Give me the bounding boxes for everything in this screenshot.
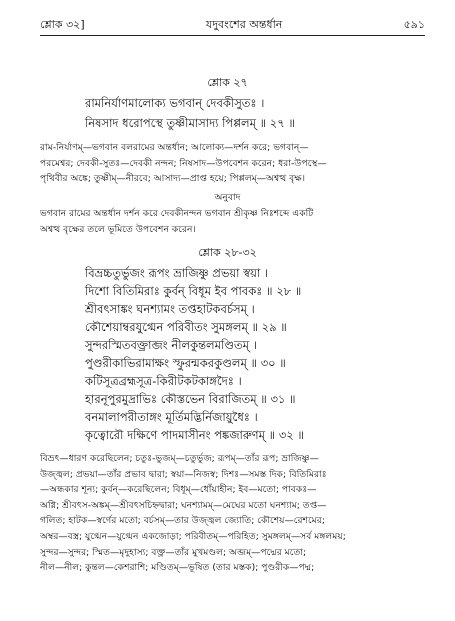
word-meaning-line: পরমেশ্বর; দেবকী-সুতঃ—দেবকী নন্দন; নিষসাদ—উপবেশন করেন; ধরা-উপস্থে— <box>40 157 327 169</box>
word-meaning-line: রাম-নির্যাণম্—ভগবান বলরামের অন্তর্ধান; আলোক্য—দর্শন করে; ভগবান্— <box>40 142 309 153</box>
verse-line: সুন্দরস্মিতবক্ত্রাব্জং নীলকুন্তলমণ্ডিতম্ । <box>85 338 257 352</box>
word-meaning-line: নীল—নীল; কুন্তল—কেশরাশি; মণ্ডিতম্—ভূষিত (তার মস্তক); পুণ্ডরীক—পদ্ম; <box>40 562 315 574</box>
translation-27 <box>40 206 427 237</box>
shloka-title-27: শ্লোক ২৭ <box>207 76 248 89</box>
word-meaning-line: —অন্ধকার শূন্য; কুর্বন্—করেছিলেন; বিধূম্—ধোঁয়াহীন; ইব—মতো; পাবকঃ— <box>40 484 317 496</box>
shloka-title-28-32: শ্লোক ২৮-৩২ <box>198 246 257 259</box>
verse-line: হারনূপুরমুদ্রাভিঃ কৌস্তভেন বিরাজিতম্ ॥ ৩১ ॥ <box>85 392 296 406</box>
verse-line: দিশো বিতিমিরাঃ কুর্বন্ বিধূম ইব পাবকঃ ॥ ২৮ ॥ <box>85 284 302 298</box>
translation-line: ভগবান রামের অন্তর্ধান দর্শন করে দেবকীনন্দন ভগবান শ্রীকৃষ্ণ নিঃশব্দে একটি <box>40 208 314 219</box>
verse-line: কটিসূত্রব্রহ্মসূত্র-কিরীটকটকাঙ্গদৈঃ । <box>85 374 242 388</box>
word-meanings-28-32 <box>40 451 427 576</box>
word-meaning-line: অগ্নি; শ্রীবৎস-অঙ্কম্—শ্রীবৎসচিহ্নদ্বারা; ঘনশ্যামম্—মেঘের মতো ঘনশ্যাম; তপ্ত— <box>40 499 327 511</box>
translation-line: অশ্বত্থ বৃক্ষের তলে ভূমিতে উপবেশন করেন। <box>40 223 196 235</box>
word-meaning-line: গলিত; হাটক—স্বর্ণের মতো; বর্চসম্—তার উজ্জ্বল জ্যোতি; কৌশেয়—রেশমের; <box>40 515 325 527</box>
verse-line: বনমালাপরীতাঙ্গং মূর্তিমদ্ভির্নিজায়ুধৈঃ । <box>85 410 258 424</box>
header-rule <box>40 35 425 36</box>
verse-line: রামনির্যাণমালোক্য ভগবান্ দেবকীসুতঃ । <box>85 96 265 110</box>
verse-line: কৌশেয়াম্বরযুগ্মেন পরিবীতং সুমঙ্গলম্ ॥ ২৯ ॥ <box>85 320 287 334</box>
header-page-number: ৫৯১ <box>403 17 425 31</box>
header-chapter-title: যদুবংশের অন্তর্ধান <box>205 17 283 31</box>
verse-line: শ্রীবৎসাঙ্কং ঘনশ্যামং তপ্তহাটকবর্চসম্ । <box>85 302 255 316</box>
word-meaning-line: অম্বর—বস্ত্র; যুগ্মেন—যুগ্মেন একজোড়া; পরিবীতম্—পরিহিত; সুমঙ্গলম্—সর্ব মঙ্গলময়; <box>40 530 346 542</box>
anuvad-label: অনুবাদ <box>214 192 241 203</box>
word-meanings-27 <box>40 140 427 187</box>
verse-line: বিভ্রচ্চতুর্ভুজং রূপং ভ্রাজিষ্ণু প্রভয়া স্বয়া । <box>85 266 269 280</box>
word-meaning-line: সুন্দর—সুন্দর; স্মিত—মৃদুহাস্য; বক্ত্র—তাঁর মুখমণ্ডল; অব্জম্—পদ্মের মতো; <box>40 546 307 558</box>
verse-line: কৃত্বোরৌ দক্ষিণে পাদমাসীনং পঙ্কজারুণম্ ॥ ৩২ ॥ <box>85 428 304 442</box>
word-meaning-line: বিভ্রৎ—ধারণ করেছিলেন; চতুঃ-ভুজম্—চতুর্ভুজ; রূপম্—তাঁর রূপ; ভ্রাজিষ্ণু— <box>40 453 319 464</box>
page-header <box>40 16 425 34</box>
word-meaning-line: উজ্জ্বল; প্রভয়া—তাঁর প্রভাব দ্বারা; স্বয়া—নিজস্ব; দিশঃ—সমস্ত দিক; বিতিমিরাঃ <box>40 468 327 480</box>
header-verse-range: শ্লোক ৩২] <box>40 17 85 31</box>
word-meaning-line: পৃথিবীর অঙ্কে; তুষ্ণীম্—নীরবে; আসাদ্য—প্রাপ্ত হয়ে; পিপ্পলম্—অশ্বত্থ বৃক্ষ। <box>40 173 306 185</box>
verse-line: নিষসাদ ধরোপস্থে তুষ্ণীমাসাদ্য পিপ্পলম্ ॥ ২৭ ॥ <box>85 116 295 130</box>
verse-line: পুণ্ডরীকাভিরামাক্ষং স্ফুরন্মকরকুণ্ডলম্ ॥ ৩০ ॥ <box>85 356 286 370</box>
